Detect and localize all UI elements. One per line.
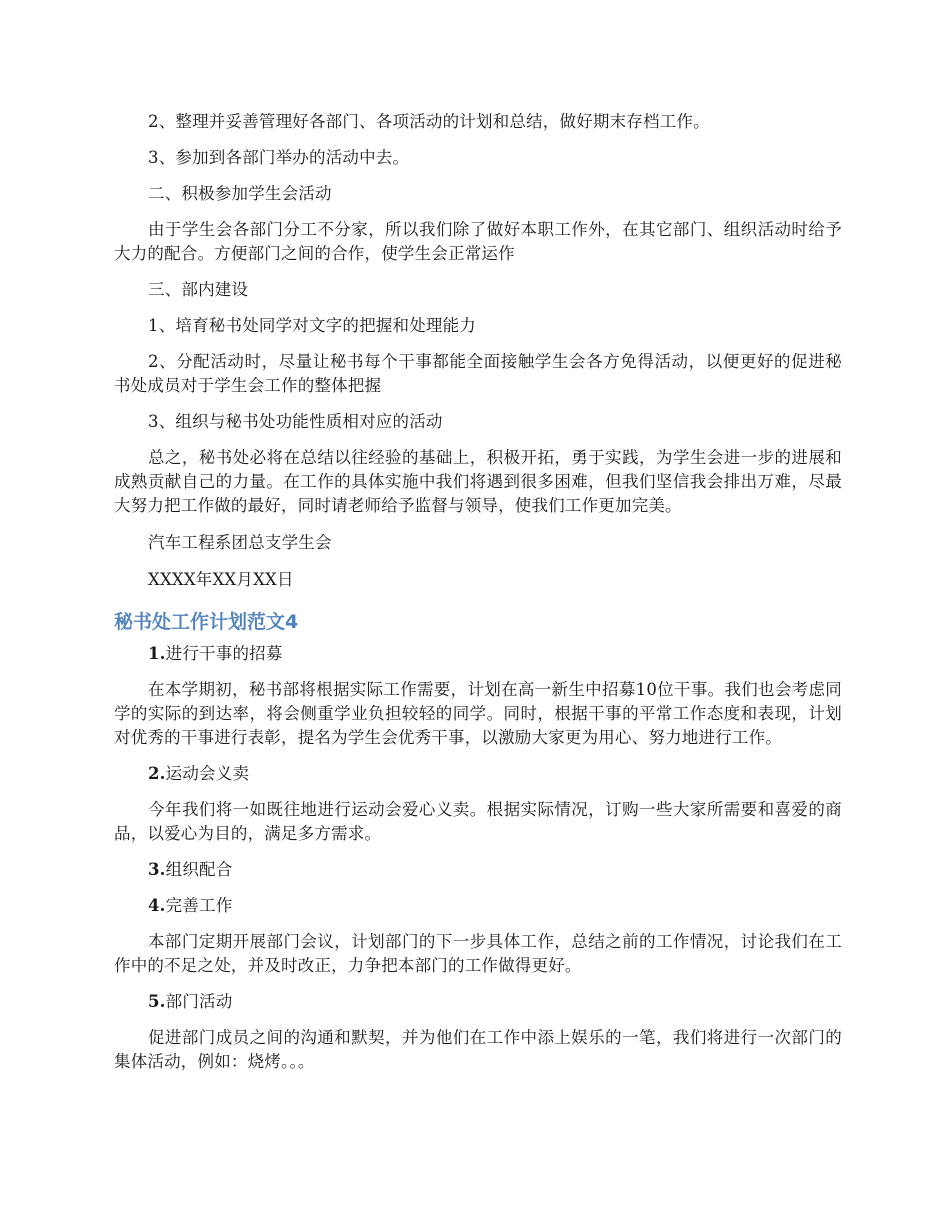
paragraph-join-activities: 3、参加到各部门举办的活动中去。 (148, 148, 410, 167)
signature-date: XXXX年XX月XX日 (148, 570, 294, 589)
paragraph-organize-activities: 3、组织与秘书处功能性质相对应的活动 (148, 412, 443, 431)
item-number: 3. (148, 860, 166, 879)
item-heading-improve-work (114, 894, 842, 918)
item-title: 组织配合 (165, 860, 233, 879)
paragraph-summary: 总之，秘书处必将在总结以往经验的基础上，积极开拓，勇于实践，为学生会进一步的进展和成熟贡献自己的力量。在工作的具体实施中我们将遇到很多困难，但我们坚信我会排出万难，尽最大努力把工作做的最好，同时请老师给予监督与领导，使我们工作更加完美。 (114, 448, 842, 515)
item-number: 5. (148, 992, 166, 1011)
item-title: 运动会义卖 (165, 764, 250, 783)
item-heading-recruit (114, 642, 842, 666)
section-heading-internal: 三、部内建设 (148, 280, 249, 299)
paragraph-recruit: 在本学期初，秘书部将根据实际工作需要，计划在高一新生中招募10位干事。我们也会考虑同学的实际的到达率，将会侧重学业负担较轻的同学。同时，根据干事的平常工作态度和表现，计划对优秀的干事进行表彰，提名为学生会优秀干事，以激励大家更为用心、努力地进行工作。 (114, 680, 842, 747)
item-number: 1. (148, 644, 166, 663)
item-heading-coordination (114, 858, 842, 882)
paragraph-cooperation: 由于学生会各部门分工不分家，所以我们除了做好本职工作外，在其它部门、组织活动时给予大力的配合。方便部门之间的合作，使学生会正常运作 (114, 220, 842, 263)
item-title: 进行干事的招募 (165, 644, 283, 663)
paragraph-improve-work: 本部门定期开展部门会议，计划部门的下一步具体工作，总结之前的工作情况，讨论我们在工作中的不足之处，并及时改正，力争把本部门的工作做得更好。 (114, 932, 842, 975)
paragraph-archive: 2、整理并妥善管理好各部门、各项活动的计划和总结，做好期末存档工作。 (148, 112, 710, 131)
paragraph-writing-skills: 1、培育秘书处同学对文字的把握和处理能力 (148, 316, 476, 335)
paragraph-charity-sale: 今年我们将一如既往地进行运动会爱心义卖。根据实际情况，订购一些大家所需要和喜爱的商品，以爱心为目的，满足多方需求。 (114, 800, 842, 843)
item-title: 部门活动 (165, 992, 233, 1011)
item-heading-department-activity (114, 990, 842, 1014)
paragraph-department-activity: 促进部门成员之间的沟通和默契，并为他们在工作中添上娱乐的一笔，我们将进行一次部门的集体活动，例如：烧烤。。。 (114, 1028, 842, 1071)
document-page (114, 110, 842, 1074)
item-number: 2. (148, 764, 166, 783)
item-title: 完善工作 (165, 896, 233, 915)
section-heading-participate: 二、积极参加学生会活动 (148, 184, 332, 203)
item-number: 4. (148, 896, 166, 915)
paragraph-assign-activities: 2、分配活动时，尽量让秘书每个干事都能全面接触学生会各方免得活动，以便更好的促进秘书处成员对于学生会工作的整体把握 (114, 352, 842, 395)
item-heading-charity-sale (114, 762, 842, 786)
section-title: 秘书处工作计划范文4 (114, 611, 299, 633)
signature-organization: 汽车工程系团总支学生会 (148, 533, 332, 552)
